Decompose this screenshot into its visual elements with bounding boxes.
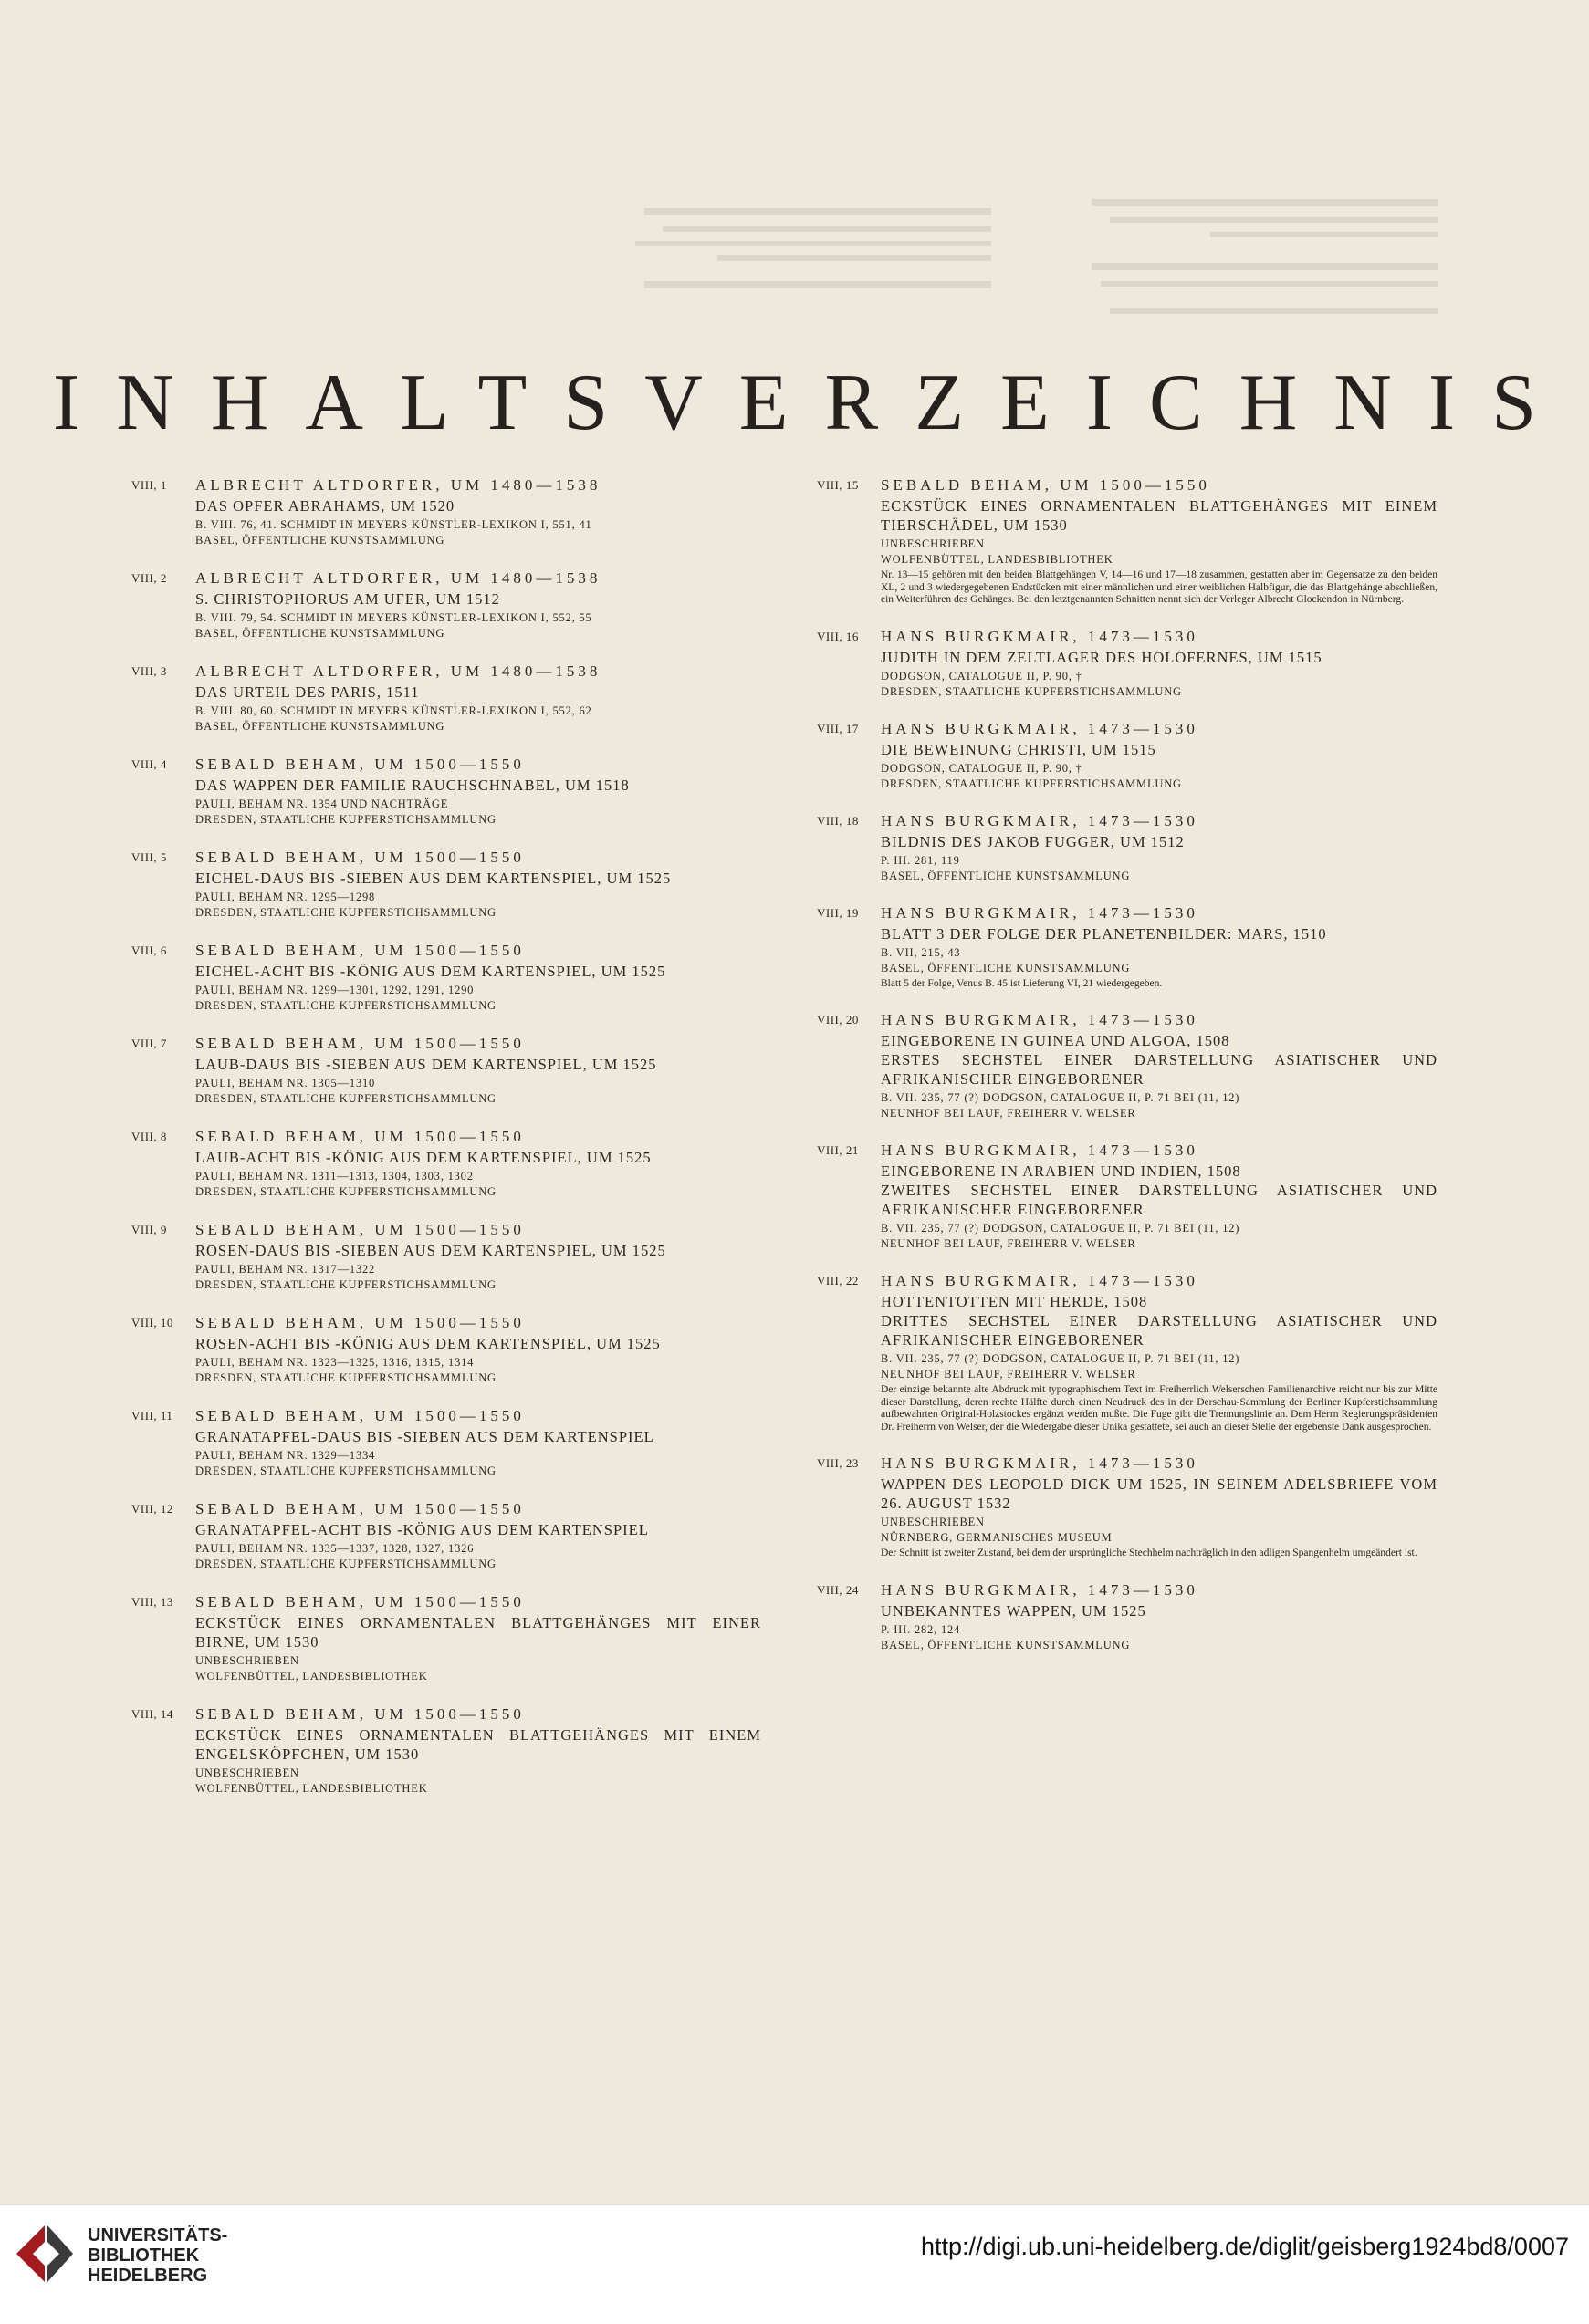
entry-reference: B. VII. 235, 77 (?) DODGSON, CATALOGUE II, P. 71 BEI (11, 12)	[881, 1352, 1240, 1365]
entry-collection: DRESDEN, STAATLICHE KUPFERSTICHSAMMLUNG	[195, 1092, 497, 1105]
entry-collection: DRESDEN, STAATLICHE KUPFERSTICHSAMMLUNG	[195, 1558, 497, 1570]
entry-collection: BASEL, ÖFFENTLICHE KUNSTSAMMLUNG	[881, 869, 1131, 882]
entry-artist: HANS BURGKMAIR, 1473—1530	[881, 719, 1198, 737]
entry-note: Der einzige bekannte alte Abdruck mit typographischem Text im Freiherrlich Welserschen Familienarchive reicht nur bis zur Mitte dieser Darstellung, deren rechte Hälfte durch einen Neudruck des in der Derschau-Sammlung der Berliner Kupferstichsammlung aufbewahrten Original-Holzstockes ergänzt werden mußte. Die Fuge gibt die Trennungslinie an. Dem Herrn Regierungspräsidenten Dr. Freiherrn von Welser, der die Wiedergabe dieser Unika gestattete, sei auch an dieser Stelle der ergebenste Dank ausgesprochen.	[881, 1384, 1437, 1433]
entry-number: VIII, 24	[817, 1582, 859, 1597]
entry-number: VIII, 10	[131, 1316, 173, 1329]
entry-work: GRANATAPFEL-ACHT BIS -KÖNIG AUS DEM KARTENSPIEL	[195, 1521, 649, 1538]
entry-note: Der Schnitt ist zweiter Zustand, bei dem der ursprüngliche Stechhelm nachträglich in den adligen Spangenhelm umgeändert ist.	[881, 1548, 1417, 1558]
entry-artist: ALBRECHT ALTDORFER, UM 1480—1538	[195, 662, 601, 680]
left-column	[131, 474, 761, 1816]
entry-artist: HANS BURGKMAIR, 1473—1530	[881, 1141, 1198, 1159]
entry-reference: PAULI, BEHAM NR. 1317—1322	[195, 1263, 376, 1276]
entry-work: ROSEN-ACHT BIS -KÖNIG AUS DEM KARTENSPIEL, UM 1525	[195, 1335, 661, 1352]
toc-entry	[817, 474, 1437, 607]
entry-work: BLATT 3 DER FOLGE DER PLANETENBILDER: MARS, 1510	[881, 924, 1327, 943]
entry-collection: BASEL, ÖFFENTLICHE KUNSTSAMMLUNG	[195, 720, 445, 733]
entry-work: EICHEL-DAUS BIS -SIEBEN AUS DEM KARTENSPIEL, UM 1525	[195, 870, 672, 887]
toc-entry	[131, 1591, 761, 1683]
entry-work: JUDITH IN DEM ZELTLAGER DES HOLOFERNES, UM 1515	[881, 648, 1322, 666]
entry-reference: UNBESCHRIEBEN	[881, 1516, 985, 1528]
show-through-block-a	[639, 182, 1004, 292]
toc-entry	[131, 1405, 761, 1478]
entry-work: LAUB-ACHT BIS -KÖNIG AUS DEM KARTENSPIEL, UM 1525	[195, 1149, 652, 1166]
entry-collection: BASEL, ÖFFENTLICHE KUNSTSAMMLUNG	[881, 1638, 1131, 1652]
entry-reference: PAULI, BEHAM NR. 1299—1301, 1292, 1291, 1290	[195, 984, 475, 996]
entry-artist: SEBALD BEHAM, UM 1500—1550	[195, 1500, 525, 1517]
show-through-lines-b	[1073, 190, 1438, 345]
entry-number: VIII, 2	[131, 571, 167, 585]
toc-entry	[131, 847, 761, 920]
entry-artist: SEBALD BEHAM, UM 1500—1550	[195, 1407, 525, 1424]
show-through-lines-a	[626, 199, 991, 308]
entry-artist: HANS BURGKMAIR, 1473—1530	[881, 903, 1198, 922]
toc-entry	[817, 1009, 1437, 1120]
entry-collection: DRESDEN, STAATLICHE KUPFERSTICHSAMMLUNG	[195, 1464, 497, 1477]
entry-work: EINGEBORENE IN GUINEA UND ALGOA, 1508	[881, 1032, 1230, 1049]
toc-entry	[131, 754, 761, 827]
permalink-url[interactable]: http://digi.ub.uni-heidelberg.de/diglit/geisberg1924bd8/0007	[920, 2233, 1569, 2260]
show-through-block-b	[1086, 173, 1451, 328]
entry-collection: DRESDEN, STAATLICHE KUPFERSTICHSAMMLUNG	[195, 1371, 497, 1384]
entry-collection: BASEL, ÖFFENTLICHE KUNSTSAMMLUNG	[195, 534, 445, 547]
entry-collection: BASEL, ÖFFENTLICHE KUNSTSAMMLUNG	[195, 627, 445, 640]
entry-reference: B. VIII. 79, 54. SCHMIDT IN MEYERS KÜNSTLER-LEXIKON I, 552, 55	[195, 611, 592, 624]
entry-work: ECKSTÜCK EINES ORNAMENTALEN BLATTGEHÄNGES MIT EINER BIRNE, UM 1530	[195, 1614, 761, 1651]
entry-reference: PAULI, BEHAM NR. 1329—1334	[195, 1449, 376, 1462]
entry-reference: B. VIII. 76, 41. SCHMIDT IN MEYERS KÜNSTLER-LEXIKON I, 551, 41	[195, 518, 592, 531]
entry-collection: DRESDEN, STAATLICHE KUPFERSTICHSAMMLUNG	[881, 776, 1182, 790]
toc-entry	[817, 626, 1437, 699]
toc-entry	[131, 1219, 761, 1292]
footer-bar	[0, 2204, 1589, 2324]
entry-number: VIII, 5	[131, 850, 167, 864]
entry-work-subtitle: ZWEITES SECHSTEL EINER DARSTELLUNG ASIATISCHER UND AFRIKANISCHER EINGEBORENER	[881, 1182, 1437, 1218]
toc-entry	[817, 810, 1437, 883]
entry-number: VIII, 16	[817, 629, 859, 643]
entry-artist: HANS BURGKMAIR, 1473—1530	[881, 1454, 1198, 1472]
entry-collection: DRESDEN, STAATLICHE KUPFERSTICHSAMMLUNG	[195, 999, 497, 1012]
entry-number: VIII, 11	[131, 1409, 173, 1423]
entry-number: VIII, 1	[131, 478, 167, 492]
entry-work: ECKSTÜCK EINES ORNAMENTALEN BLATTGEHÄNGES MIT EINEM ENGELSKÖPFCHEN, UM 1530	[195, 1726, 761, 1763]
entry-reference: P. III. 282, 124	[881, 1622, 961, 1636]
entry-reference: DODGSON, CATALOGUE II, P. 90, †	[881, 761, 1082, 775]
toc-entry	[817, 1270, 1437, 1433]
entry-work: EINGEBORENE IN ARABIEN UND INDIEN, 1508	[881, 1162, 1241, 1180]
entry-artist: SEBALD BEHAM, UM 1500—1550	[195, 1128, 525, 1145]
entry-artist: HANS BURGKMAIR, 1473—1530	[881, 627, 1198, 645]
entry-number: VIII, 12	[131, 1502, 173, 1516]
entry-number: VIII, 20	[817, 1013, 859, 1027]
entry-number: VIII, 8	[131, 1130, 167, 1143]
entry-reference: B. VII. 235, 77 (?) DODGSON, CATALOGUE II, P. 71 BEI (11, 12)	[881, 1222, 1240, 1235]
toc-entry	[817, 1140, 1437, 1251]
library-name-line1: UNIVERSITÄTS-	[88, 2225, 228, 2246]
toc-entry	[131, 1498, 761, 1571]
library-logo-icon	[13, 2222, 77, 2286]
entry-work: DIE BEWEINUNG CHRISTI, UM 1515	[881, 740, 1156, 758]
entry-reference: PAULI, BEHAM NR. 1311—1313, 1304, 1303, 1302	[195, 1170, 474, 1183]
entry-collection: WOLFENBÜTTEL, LANDESBIBLIOTHEK	[881, 553, 1113, 566]
entry-work: DAS OPFER ABRAHAMS, UM 1520	[195, 497, 455, 515]
entry-artist: ALBRECHT ALTDORFER, UM 1480—1538	[195, 476, 601, 494]
entry-work: ECKSTÜCK EINES ORNAMENTALEN BLATTGEHÄNGES MIT EINEM TIERSCHÄDEL, UM 1530	[881, 497, 1437, 534]
entry-number: VIII, 6	[131, 943, 167, 957]
entry-number: VIII, 15	[817, 478, 859, 492]
entry-collection: NEUNHOF BEI LAUF, FREIHERR V. WELSER	[881, 1237, 1136, 1250]
toc-entry	[131, 1033, 761, 1106]
entry-artist: SEBALD BEHAM, UM 1500—1550	[195, 1221, 525, 1238]
library-name[interactable]	[88, 2225, 227, 2286]
toc-entry	[817, 1453, 1437, 1560]
page-title: INHALTSVERZEICHNIS	[52, 359, 1573, 447]
entry-work-subtitle: ERSTES SECHSTEL EINER DARSTELLUNG ASIATISCHER UND AFRIKANISCHER EINGEBORENER	[881, 1051, 1437, 1088]
entry-collection: WOLFENBÜTTEL, LANDESBIBLIOTHEK	[195, 1782, 428, 1795]
entry-number: VIII, 23	[817, 1456, 859, 1470]
entry-work: GRANATAPFEL-DAUS BIS -SIEBEN AUS DEM KARTENSPIEL	[195, 1428, 654, 1445]
entry-work: EICHEL-ACHT BIS -KÖNIG AUS DEM KARTENSPIEL, UM 1525	[195, 963, 666, 980]
entry-number: VIII, 3	[131, 664, 167, 678]
toc-entry	[131, 474, 761, 547]
toc-entry	[131, 661, 761, 734]
entry-number: VIII, 17	[817, 721, 859, 735]
entry-number: VIII, 7	[131, 1037, 167, 1050]
entry-number: VIII, 14	[131, 1707, 173, 1721]
entry-work: S. CHRISTOPHORUS AM UFER, UM 1512	[195, 590, 500, 608]
entry-work: BILDNIS DES JAKOB FUGGER, UM 1512	[881, 832, 1185, 850]
entry-artist: HANS BURGKMAIR, 1473—1530	[881, 1011, 1198, 1028]
entry-reference: PAULI, BEHAM NR. 1354 UND NACHTRÄGE	[195, 797, 449, 810]
entry-artist: HANS BURGKMAIR, 1473—1530	[881, 1580, 1198, 1599]
entry-note: Blatt 5 der Folge, Venus B. 45 ist Lieferung VI, 21 wiedergegeben.	[881, 977, 1163, 989]
entry-artist: HANS BURGKMAIR, 1473—1530	[881, 1272, 1198, 1289]
entry-work: WAPPEN DES LEOPOLD DICK UM 1525, IN SEINEM ADELSBRIEFE VOM 26. AUGUST 1532	[881, 1475, 1437, 1512]
entry-work: ROSEN-DAUS BIS -SIEBEN AUS DEM KARTENSPIEL, UM 1525	[195, 1242, 666, 1259]
toc-entry	[131, 1312, 761, 1385]
entry-artist: SEBALD BEHAM, UM 1500—1550	[195, 849, 525, 866]
entry-collection: DRESDEN, STAATLICHE KUPFERSTICHSAMMLUNG	[195, 1185, 497, 1198]
entry-reference: PAULI, BEHAM NR. 1295—1298	[195, 891, 376, 903]
toc-entry	[817, 718, 1437, 791]
entry-reference: UNBESCHRIEBEN	[195, 1654, 299, 1667]
entry-reference: UNBESCHRIEBEN	[881, 537, 985, 550]
entry-work-subtitle: DRITTES SECHSTEL EINER DARSTELLUNG ASIATISCHER UND AFRIKANISCHER EINGEBORENER	[881, 1312, 1437, 1349]
entry-collection: BASEL, ÖFFENTLICHE KUNSTSAMMLUNG	[881, 961, 1131, 974]
entry-work: LAUB-DAUS BIS -SIEBEN AUS DEM KARTENSPIEL, UM 1525	[195, 1056, 657, 1073]
entry-number: VIII, 18	[817, 813, 859, 828]
entry-reference: PAULI, BEHAM NR. 1323—1325, 1316, 1315, 1314	[195, 1356, 475, 1369]
entry-collection: DRESDEN, STAATLICHE KUPFERSTICHSAMMLUNG	[195, 813, 497, 826]
entry-reference: P. III. 281, 119	[881, 853, 960, 867]
library-name-line3: HEIDELBERG	[88, 2266, 208, 2286]
entry-number: VIII, 19	[817, 905, 859, 920]
entry-artist: ALBRECHT ALTDORFER, UM 1480—1538	[195, 569, 601, 587]
entry-artist: HANS BURGKMAIR, 1473—1530	[881, 811, 1198, 829]
entry-number: VIII, 21	[817, 1143, 859, 1157]
toc-entry	[131, 568, 761, 641]
entry-work: DAS URTEIL DES PARIS, 1511	[195, 683, 420, 701]
entry-number: VIII, 9	[131, 1223, 167, 1236]
entry-collection: WOLFENBÜTTEL, LANDESBIBLIOTHEK	[195, 1670, 428, 1683]
toc-entry	[131, 1126, 761, 1199]
entry-artist: SEBALD BEHAM, UM 1500—1550	[195, 1314, 525, 1331]
toc-entry	[817, 902, 1437, 991]
entry-work: UNBEKANNTES WAPPEN, UM 1525	[881, 1601, 1146, 1620]
entry-work: DAS WAPPEN DER FAMILIE RAUCHSCHNABEL, UM 1518	[195, 776, 630, 794]
entry-reference: DODGSON, CATALOGUE II, P. 90, †	[881, 669, 1082, 683]
entry-reference: B. VII. 235, 77 (?) DODGSON, CATALOGUE II, P. 71 BEI (11, 12)	[881, 1091, 1240, 1104]
entry-artist: SEBALD BEHAM, UM 1500—1550	[195, 942, 525, 959]
entry-number: VIII, 13	[131, 1595, 173, 1609]
entry-artist: SEBALD BEHAM, UM 1500—1550	[195, 1705, 525, 1723]
toc-entry	[131, 940, 761, 1013]
right-column	[817, 474, 1437, 1672]
entry-reference: PAULI, BEHAM NR. 1305—1310	[195, 1077, 376, 1089]
entry-artist: SEBALD BEHAM, UM 1500—1550	[881, 476, 1210, 494]
entry-number: VIII, 22	[817, 1274, 859, 1287]
entry-collection: NEUNHOF BEI LAUF, FREIHERR V. WELSER	[881, 1107, 1136, 1120]
entry-number: VIII, 4	[131, 757, 167, 771]
entry-collection: NEUNHOF BEI LAUF, FREIHERR V. WELSER	[881, 1368, 1136, 1381]
entry-reference: B. VIII. 80, 60. SCHMIDT IN MEYERS KÜNSTLER-LEXIKON I, 552, 62	[195, 704, 592, 717]
entry-reference: UNBESCHRIEBEN	[195, 1766, 299, 1779]
entry-artist: SEBALD BEHAM, UM 1500—1550	[195, 756, 525, 773]
toc-entry	[131, 1704, 761, 1796]
entry-artist: SEBALD BEHAM, UM 1500—1550	[195, 1593, 525, 1610]
entry-collection: DRESDEN, STAATLICHE KUPFERSTICHSAMMLUNG	[195, 906, 497, 919]
entry-note: Nr. 13—15 gehören mit den beiden Blattgehängen V, 14—16 und 17—18 zusammen, gestatten aber im Gegensatze zu den beiden XL, 2 und 3 wiedergegebenen Endstücken mit einer männlichen und einer weiblichen Halbfigur, die das Blattgehänge abschließen, ein Weiterführen des Gehänges. Bei den letztgenannten Schnitten nennt sich der Verleger Albrecht Glockendon in Nürnberg.	[881, 569, 1437, 605]
library-name-line2: BIBLIOTHEK	[88, 2246, 200, 2266]
entry-work: HOTTENTOTTEN MIT HERDE, 1508	[881, 1293, 1148, 1310]
entry-artist: SEBALD BEHAM, UM 1500—1550	[195, 1035, 525, 1052]
entry-collection: NÜRNBERG, GERMANISCHES MUSEUM	[881, 1531, 1113, 1544]
entry-reference: PAULI, BEHAM NR. 1335—1337, 1328, 1327, 1326	[195, 1542, 475, 1555]
toc-entry	[817, 1579, 1437, 1652]
entry-reference: B. VII, 215, 43	[881, 945, 961, 959]
entry-collection: DRESDEN, STAATLICHE KUPFERSTICHSAMMLUNG	[195, 1278, 497, 1291]
entry-collection: DRESDEN, STAATLICHE KUPFERSTICHSAMMLUNG	[881, 684, 1182, 698]
